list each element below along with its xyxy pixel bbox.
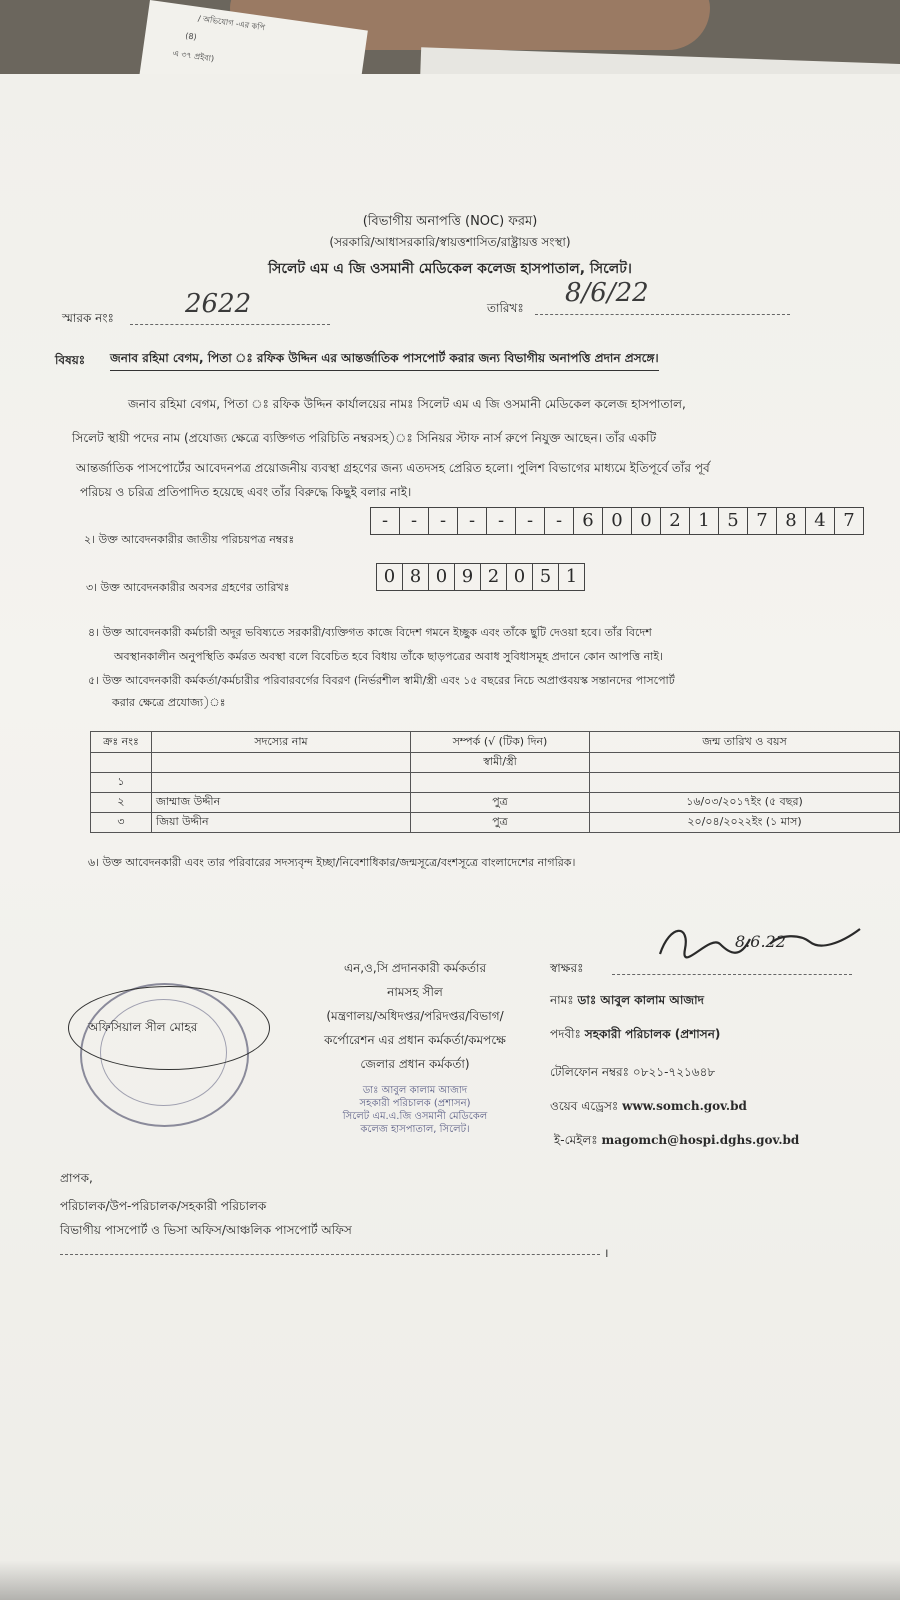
subject-label: বিষয়ঃ [55, 353, 86, 367]
memo-label: স্মারক নংঃ [62, 311, 114, 325]
retirement-digit: 9 [455, 564, 481, 590]
table-row [91, 793, 900, 813]
cell-name: জাম্মাজ উদ্দীন [152, 793, 411, 813]
designation-row [550, 1026, 720, 1046]
cell-sl: ২ [91, 793, 152, 813]
noc-officer-line-4: কর্পোরেশন এর প্রধান কর্মকর্তা/কমপক্ষে [324, 1033, 506, 1047]
recipient-line-2: বিভাগীয় পাসপোর্ট ও ভিসা অফিস/আঞ্চলিক পাসপোর্ট অফিস [60, 1223, 352, 1237]
designation-label: পদবীঃ [550, 1027, 581, 1041]
nid-digit: - [516, 508, 545, 534]
nid-digit: 5 [719, 508, 748, 534]
nid-digit: 0 [603, 508, 632, 534]
institution-name: সিলেট এম এ জি ওসমানী মেডিকেল কলেজ হাসপাতাল, সিলেট। [268, 261, 632, 277]
nid-boxes [370, 507, 864, 535]
retirement-digit: 0 [507, 564, 533, 590]
sign-date: 8.6.22 [735, 932, 786, 951]
nid-digit: - [400, 508, 429, 534]
cell-name [152, 773, 411, 793]
nid-digit: - [545, 508, 574, 534]
table-header-row [91, 732, 900, 753]
email-address: magomch@hospi.dghs.gov.bd [601, 1133, 800, 1147]
web-label: ওয়েব এড্রেসঃ [550, 1099, 619, 1113]
item4-line-1: ৪। উক্ত আবেদনকারী কর্মচারী অদূর ভবিষ্যতে সরকারী/ব্যক্তিগত কাজে বিদেশ গমনে ইচ্ছুক এবং তাঁকে ছুটি দেওয়া হবে। তাঁর বিদেশ [88, 626, 652, 639]
table-row [91, 773, 900, 793]
table-row [91, 813, 900, 833]
signatory-designation: সহকারী পরিচালক (প্রশাসন) [584, 1027, 721, 1041]
cell-name: জিয়া উদ্দীন [152, 813, 411, 833]
sign-label: স্বাক্ষরঃ [550, 961, 584, 975]
recipient-label: প্রাপক, [60, 1171, 93, 1185]
table-row [91, 753, 900, 773]
date-value: 8/6/22 [565, 278, 649, 308]
nid-digit: 4 [806, 508, 835, 534]
noc-officer-line-2: নামসহ সীল [387, 985, 443, 999]
name-label: নামঃ [550, 993, 574, 1007]
cell-relation [411, 773, 590, 793]
nid-digit: 8 [777, 508, 806, 534]
nid-label: ২। উক্ত আবেদনকারীর জাতীয় পরিচয়পত্র নম্বরঃ [84, 533, 295, 546]
scrap-line-2: (8) [184, 31, 198, 42]
org-type: (সরকারি/আধাসরকারি/স্বায়ত্তশাসিত/রাষ্ট্রায়ত্ত সংস্থা) [329, 235, 571, 249]
item6-text: ৬। উক্ত আবেদনকারী এবং তার পরিবারের সদস্যবৃন্দ ইচ্ছা/নিবেশাধিকার/জন্মসূত্রে/বংশসূত্রে বাংলাদেশের নাগরিক। [88, 856, 576, 869]
body-line-4: পরিচয় ও চরিত্র প্রতিপাদিত হয়েছে এবং তাঁর বিরুদ্ধে কিছুই বলার নাই। [80, 485, 412, 499]
stamp-line-4: কলেজ হাসপাতাল, সিলেট। [360, 1124, 470, 1135]
cell-dob [590, 773, 900, 793]
stamp-line-3: সিলেট এম.এ.জি ওসমানী মেডিকেল [342, 1111, 488, 1122]
phone-row [550, 1064, 715, 1084]
cell-sl [91, 753, 152, 773]
date-label: তারিখঃ [487, 301, 524, 315]
web-address: www.somch.gov.bd [622, 1099, 747, 1113]
noc-officer-line-5: জেলার প্রধান কর্মকর্তা) [360, 1057, 470, 1071]
cell-sl: ৩ [91, 813, 152, 833]
item5-line-1: ৫। উক্ত আবেদনকারী কর্মকর্তা/কর্মচারীর পরিবারবর্গের বিবরণ (নির্ভরশীল স্বামী/স্ত্রী এবং ১৫ বছরের নিচে অপ্রাপ্তবয়স্ক সন্তানদের পাসপোর্ট [88, 674, 675, 687]
nid-digit: 1 [690, 508, 719, 534]
phone-number: ০৮২১-৭২১৬৪৮ [632, 1065, 716, 1079]
nid-digit: - [487, 508, 516, 534]
bottom-shadow [0, 1560, 900, 1600]
noc-officer-line-1: এন,ও,সি প্রদানকারী কর্মকর্তার [343, 961, 487, 975]
retirement-digit: 1 [565, 566, 578, 587]
scrap-line-1: / অভিযোগ -এর কপি [197, 13, 266, 33]
nid-digit: - [458, 508, 487, 534]
col-header-sl: ক্রঃ নংঃ [91, 732, 152, 753]
email-row [554, 1132, 799, 1152]
nid-digit: 7 [843, 510, 855, 531]
stamp-line-2: সহকারী পরিচালক (প্রশাসন) [359, 1098, 471, 1109]
cell-sl: ১ [91, 773, 152, 793]
retirement-digit: 0 [377, 564, 403, 590]
subject-text: জনাব রহিমা বেগম, পিতা ঃ রফিক উদ্দিন এর আন্তর্জাতিক পাসপোর্ট করার জন্য বিভাগীয় অনাপত্তি প্রদান প্রসঙ্গে। [110, 350, 659, 371]
cell-dob [590, 753, 900, 773]
signatory-name: ডাঃ আবুল কালাম আজাদ [577, 993, 704, 1007]
recipient-line-3 [60, 1244, 600, 1255]
nid-digit: 2 [661, 508, 690, 534]
item4-line-2: অবস্থানকালীন অনুপস্থিতি কর্মরত অবস্থা বলে বিবেচিত হবে বিধায় তাঁকে ছাড়পত্রের অবাধ সুবিধাসমূহ প্রদানে কোন আপত্তি নাই। [114, 650, 663, 663]
name-row [550, 992, 704, 1012]
nid-digit: 7 [748, 508, 777, 534]
retirement-digit: 5 [533, 564, 559, 590]
cell-dob: ১৬/০৩/২০১৭ইং (৫ বছর) [590, 793, 900, 813]
web-row [550, 1098, 747, 1118]
scrap-line-3: এ ৩৭ প্রইবা) [172, 48, 215, 64]
email-label: ই-মেইলঃ [554, 1133, 598, 1147]
body-line-1: জনাব রহিমা বেগম, পিতা ঃ রফিক উদ্দিন কার্যালয়ের নামঃ সিলেট এম এ জি ওসমানী মেডিকেল কলেজ হাসপাতাল, [128, 397, 686, 411]
stamp-line-1: ডাঃ আবুল কালাম আজাদ [362, 1085, 468, 1096]
cell-relation: স্বামী/স্ত্রী [411, 753, 590, 773]
cell-name [152, 753, 411, 773]
noc-officer-line-3: (মন্ত্রণালয়/অধিদপ্তর/পরিদপ্তর/বিভাগ/ [326, 1009, 504, 1023]
nid-digit: 6 [574, 508, 603, 534]
noc-form-page [0, 74, 900, 1600]
col-header-relation: সম্পর্ক (√ (টিক) দিন) [411, 732, 590, 753]
retirement-label: ৩। উক্ত আবেদনকারীর অবসর গ্রহণের তারিখঃ [86, 581, 290, 594]
nid-digit: - [371, 508, 400, 534]
retirement-digit: 0 [429, 564, 455, 590]
seal-label: অফিসিয়াল সীল মোহর [88, 1020, 198, 1034]
cell-relation: পুত্র [411, 793, 590, 813]
officer-stamp [300, 1084, 530, 1136]
recipient-line-1: পরিচালক/উপ-পরিচালক/সহকারী পরিচালক [60, 1199, 267, 1213]
item5-line-2: করার ক্ষেত্রে প্রযোজ্য)ঃ [112, 696, 226, 709]
cell-dob: ২০/০৪/২০২২ইং (১ মাস) [590, 813, 900, 833]
retirement-digit: 8 [403, 564, 429, 590]
memo-number: 2622 [185, 289, 252, 319]
phone-label: টেলিফোন নম্বরঃ [550, 1065, 630, 1079]
recipient-end: । [604, 1246, 609, 1260]
body-line-2: সিলেট স্থায়ী পদের নাম (প্রযোজ্য ক্ষেত্রে ব্যক্তিগত পরিচিতি নম্বরসহ)ঃ সিনিয়র স্টাফ নার্স রুপে নিযুক্ত আছেন। তাঁর একটি [72, 431, 657, 445]
col-header-name: সদস্যের নাম [152, 732, 411, 753]
nid-digit: - [429, 508, 458, 534]
retirement-digit: 2 [481, 564, 507, 590]
form-title: (বিভাগীয় অনাপত্তি (NOC) ফরম) [362, 214, 538, 229]
col-header-dob: জন্ম তারিখ ও বয়স [590, 732, 900, 753]
cell-relation: পুত্র [411, 813, 590, 833]
retirement-date-boxes [376, 563, 585, 591]
nid-digit: 0 [632, 508, 661, 534]
body-line-3: আন্তর্জাতিক পাসপোর্টের আবেদনপত্র প্রয়োজনীয় ব্যবস্থা গ্রহণের জন্য এতদসহ প্রেরিত হলো। পুলিশ বিভাগের মাধ্যমে ইতিপূর্বে তাঁর পূর্ব [76, 461, 710, 475]
family-table [90, 731, 900, 833]
